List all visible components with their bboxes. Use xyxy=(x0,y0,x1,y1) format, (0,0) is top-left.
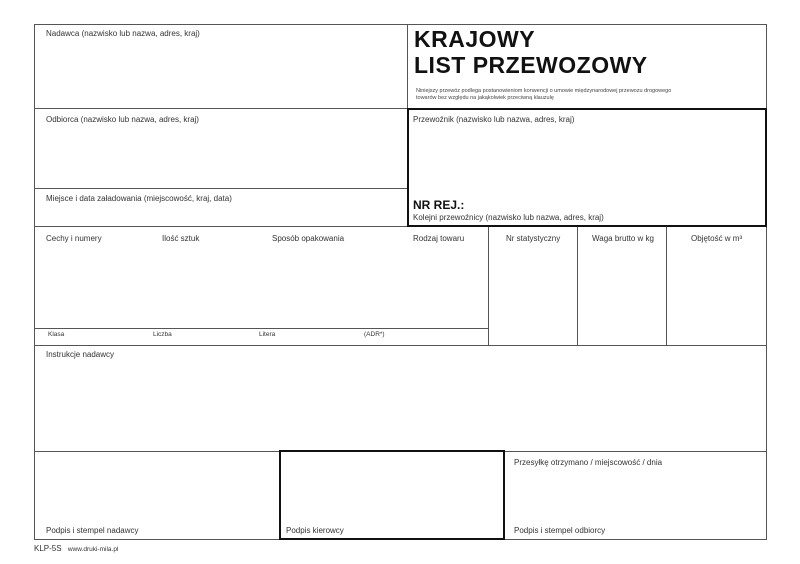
form-code: KLP-5S xyxy=(34,544,62,553)
quantity-label: Ilość sztuk xyxy=(162,234,200,243)
subsequent-carriers-label: Kolejni przewoźnicy (nazwisko lub nazwa, adres, kraj) xyxy=(413,213,604,222)
volume-label: Objętość w m³ xyxy=(691,234,743,243)
recipient-label: Odbiorca (nazwisko lub nazwa, adres, kraj) xyxy=(46,115,199,124)
waybill-form xyxy=(34,24,766,539)
driver-signature-label: Podpis kierowcy xyxy=(286,526,344,535)
top-divider xyxy=(407,24,408,108)
sender-label: Nadawca (nazwisko lub nazwa, adres, kraj) xyxy=(46,29,200,38)
recipient-signature-label: Podpis i stempel odbiorcy xyxy=(514,526,606,535)
received-label: Przesyłkę otrzymano / miejscowość / dnia xyxy=(514,458,663,467)
adr-label: (ADR*) xyxy=(364,331,385,338)
document-title xyxy=(414,26,648,78)
adr-number-label: Liczba xyxy=(153,331,172,338)
line-goods-bottom xyxy=(34,345,766,346)
border-top xyxy=(34,24,766,25)
goods-type-label: Rodzaj towaru xyxy=(413,234,465,243)
sender-instructions-label: Instrukcje nadawcy xyxy=(46,350,115,359)
packaging-label: Sposób opakowania xyxy=(272,234,345,243)
title-subtitle: Niniejszy przewóz podlega postanowieniom konwencji o umowie międzynarodowej przewozu drogowego towarów bez względu na jakąkolwiek przeciwną klauzulę xyxy=(416,88,672,101)
line-after-nadawca xyxy=(34,108,407,109)
adr-class-label: Klasa xyxy=(48,331,65,338)
border-left xyxy=(34,24,35,539)
title-line-2: LIST PRZEWOZOWY xyxy=(414,52,648,78)
sender-signature-label: Podpis i stempel nadawcy xyxy=(46,526,139,535)
marks-numbers-label: Cechy i numery xyxy=(46,234,102,243)
registration-number-label: NR REJ.: xyxy=(413,198,465,212)
title-line-1: KRAJOWY xyxy=(414,26,536,52)
border-right xyxy=(766,24,767,539)
gross-weight-label: Waga brutto w kg xyxy=(592,234,654,243)
publisher-url: www.druki-mila.pl xyxy=(67,546,119,553)
statistical-number-label: Nr statystyczny xyxy=(506,234,561,243)
carrier-label: Przewoźnik (nazwisko lub nazwa, adres, kraj) xyxy=(413,115,575,124)
footer xyxy=(34,544,118,553)
goods-col-divider-1 xyxy=(488,226,489,345)
adr-letter-label: Litera xyxy=(259,331,276,338)
goods-col-divider-2 xyxy=(577,226,578,345)
goods-col-divider-3 xyxy=(666,226,667,345)
line-after-odbiorca xyxy=(34,188,407,189)
loading-place-label: Miejsce i data załadowania (miejscowość, kraj, data) xyxy=(46,194,232,203)
line-adr-top xyxy=(34,328,488,329)
